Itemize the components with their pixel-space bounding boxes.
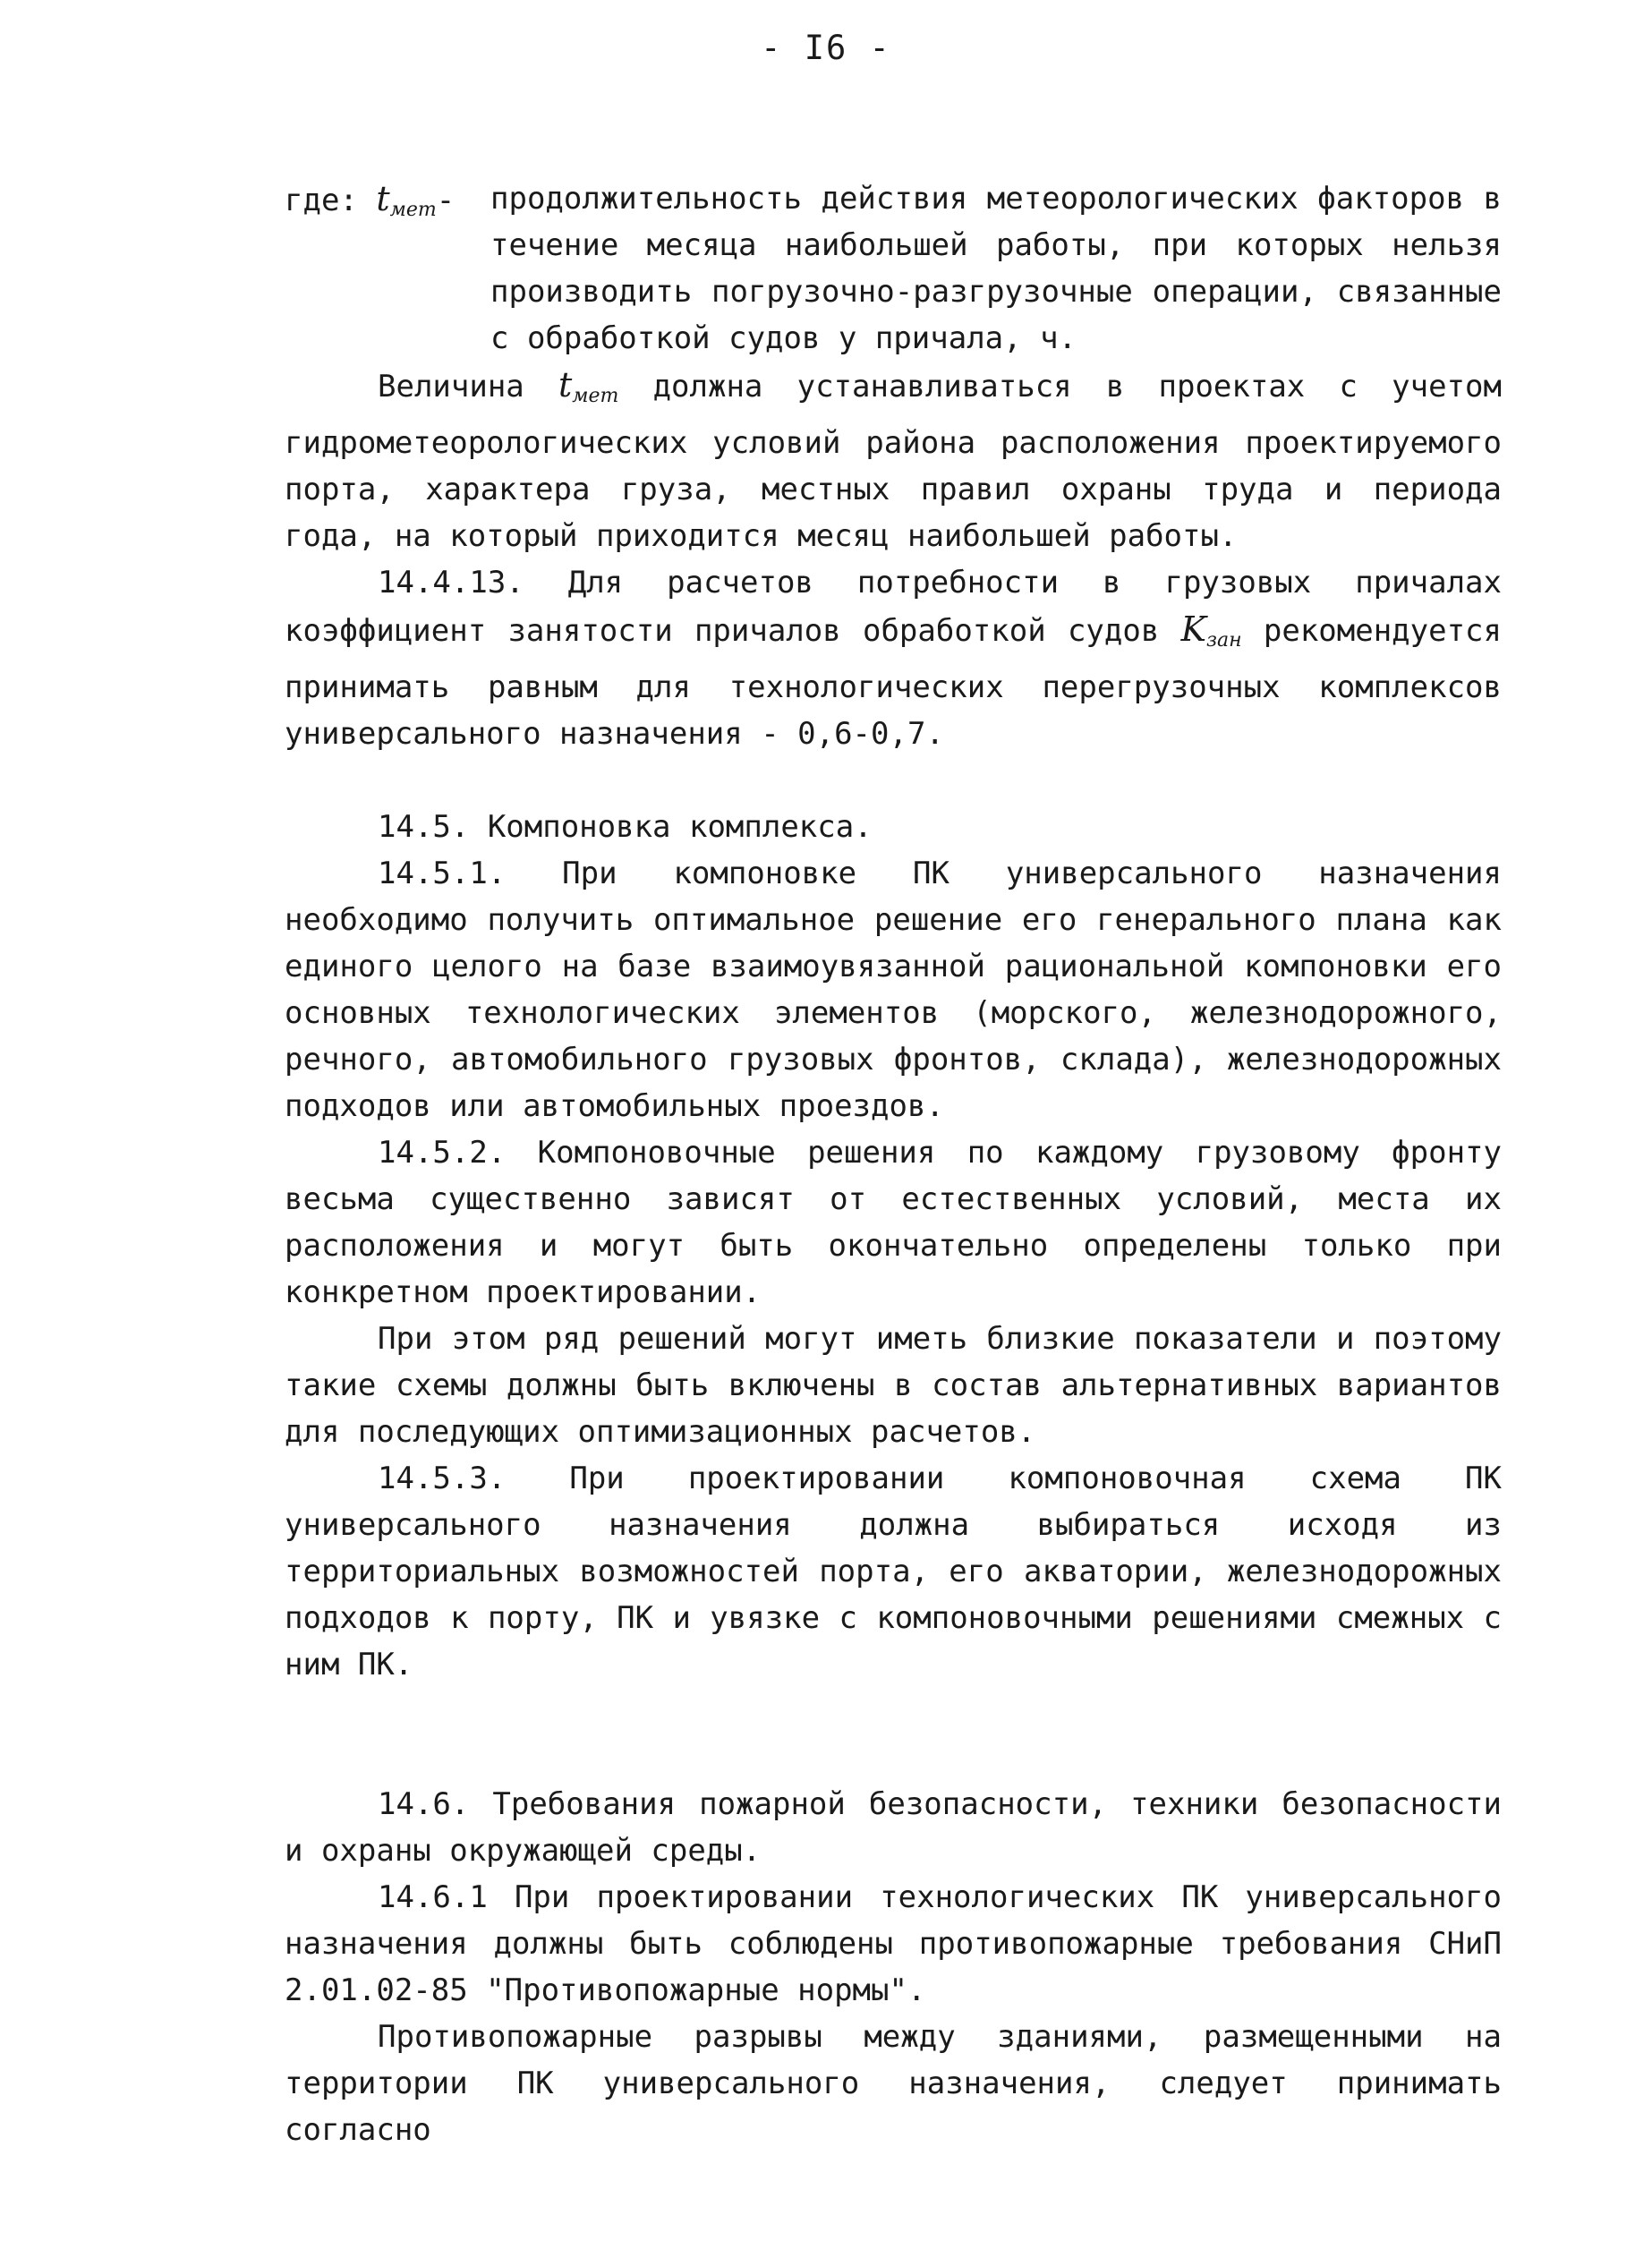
p14413-after: рекомендуется принимать равным для технологических перегрузочных комплексов универсального назначения - 0,6-0,7. xyxy=(285,613,1502,752)
symbol-t-met xyxy=(376,179,437,221)
spacer xyxy=(285,1688,1502,1781)
paragraph-14-5-3: 14.5.3. При проектировании компоновочная схема ПК универсального назначения должна выбираться исходя из территориальных возможностей порта, его акватории, железнодорожных подходов к порту, ПК и увязке с компоновочными решениями смежных с ним ПК. xyxy=(285,1461,1502,1682)
paragraph-14-5-2: 14.5.2. Компоновочные решения по каждому грузовому фронту весьма существенно зависят от естественных условий, места их расположения и могут быть окончательно определены только при конкретном проектировании. xyxy=(285,1135,1502,1310)
where-text: продолжительность действия метеорологических факторов в течение месяца наибольшей работы, при которых нельзя производить погрузочно-разгрузочные операции, связанные с обработкой судов у причала, ч. xyxy=(490,181,1502,356)
symbol-t: t xyxy=(376,179,390,218)
paragraph-tmet xyxy=(285,362,1502,559)
paragraph-14-5-1: 14.5.1. При компоновке ПК универсального назначения необходимо получить оптимальное решение его генерального плана как единого целого на базе взаимоувязанной рациональной компоновки его основных технологических элементов (морского, железнодорожного, речного, автомобильного грузовых фронтов, склада), железнодорожных подходов или автомобильных проездов. xyxy=(285,856,1502,1124)
where-dash: - xyxy=(436,183,456,218)
symbol-t-sub: мет xyxy=(389,199,437,221)
symbol-t-met-inline xyxy=(558,365,618,405)
symbol-t-inline-sub: мет xyxy=(572,385,619,407)
page-body xyxy=(285,175,1502,2153)
tmet-before: Величина xyxy=(378,369,524,405)
paragraph-14-6-1-cont: Противопожарные разрывы между зданиями, размещенными на территории ПК универсального назначения, следует принимать согласно xyxy=(285,2019,1502,2148)
paragraph-14-4-13 xyxy=(285,559,1502,757)
heading-14-5: 14.5. Компоновка комплекса. xyxy=(378,809,873,845)
where-label xyxy=(285,175,455,234)
symbol-t-inline: t xyxy=(558,365,573,405)
symbol-k: K xyxy=(1180,609,1206,649)
where-prefix: где: xyxy=(285,183,358,218)
symbol-k-zan xyxy=(1180,609,1242,652)
tmet-after: должна устанавливаться в проектах с учетом гидрометеорологических условий района расположения проектируемого порта, характера груза, местных правил охраны труда и периода года, на который приходится месяц наибольшей работы. xyxy=(285,369,1502,554)
where-clause xyxy=(285,175,1502,362)
p14413-before: 14.4.13. Для расчетов потребности в грузовых причалах коэффициент занятости причалов обработкой судов xyxy=(285,565,1502,649)
paragraph-14-5-2-cont: При этом ряд решений могут иметь близкие показатели и поэтому такие схемы должны быть включены в состав альтернативных вариантов для последующих оптимизационных расчетов. xyxy=(285,1321,1502,1450)
symbol-k-sub: зан xyxy=(1205,629,1242,652)
spacer xyxy=(285,757,1502,804)
heading-14-6: 14.6. Требования пожарной безопасности, техники безопасности и охраны окружающей среды. xyxy=(285,1786,1502,1869)
page-number: - I6 - xyxy=(761,29,891,67)
paragraph-14-6-1: 14.6.1 При проектировании технологических ПК универсального назначения должны быть соблюдены противопожарные требования СНиП 2.01.02-85 "Противопожарные нормы". xyxy=(285,1879,1502,2008)
